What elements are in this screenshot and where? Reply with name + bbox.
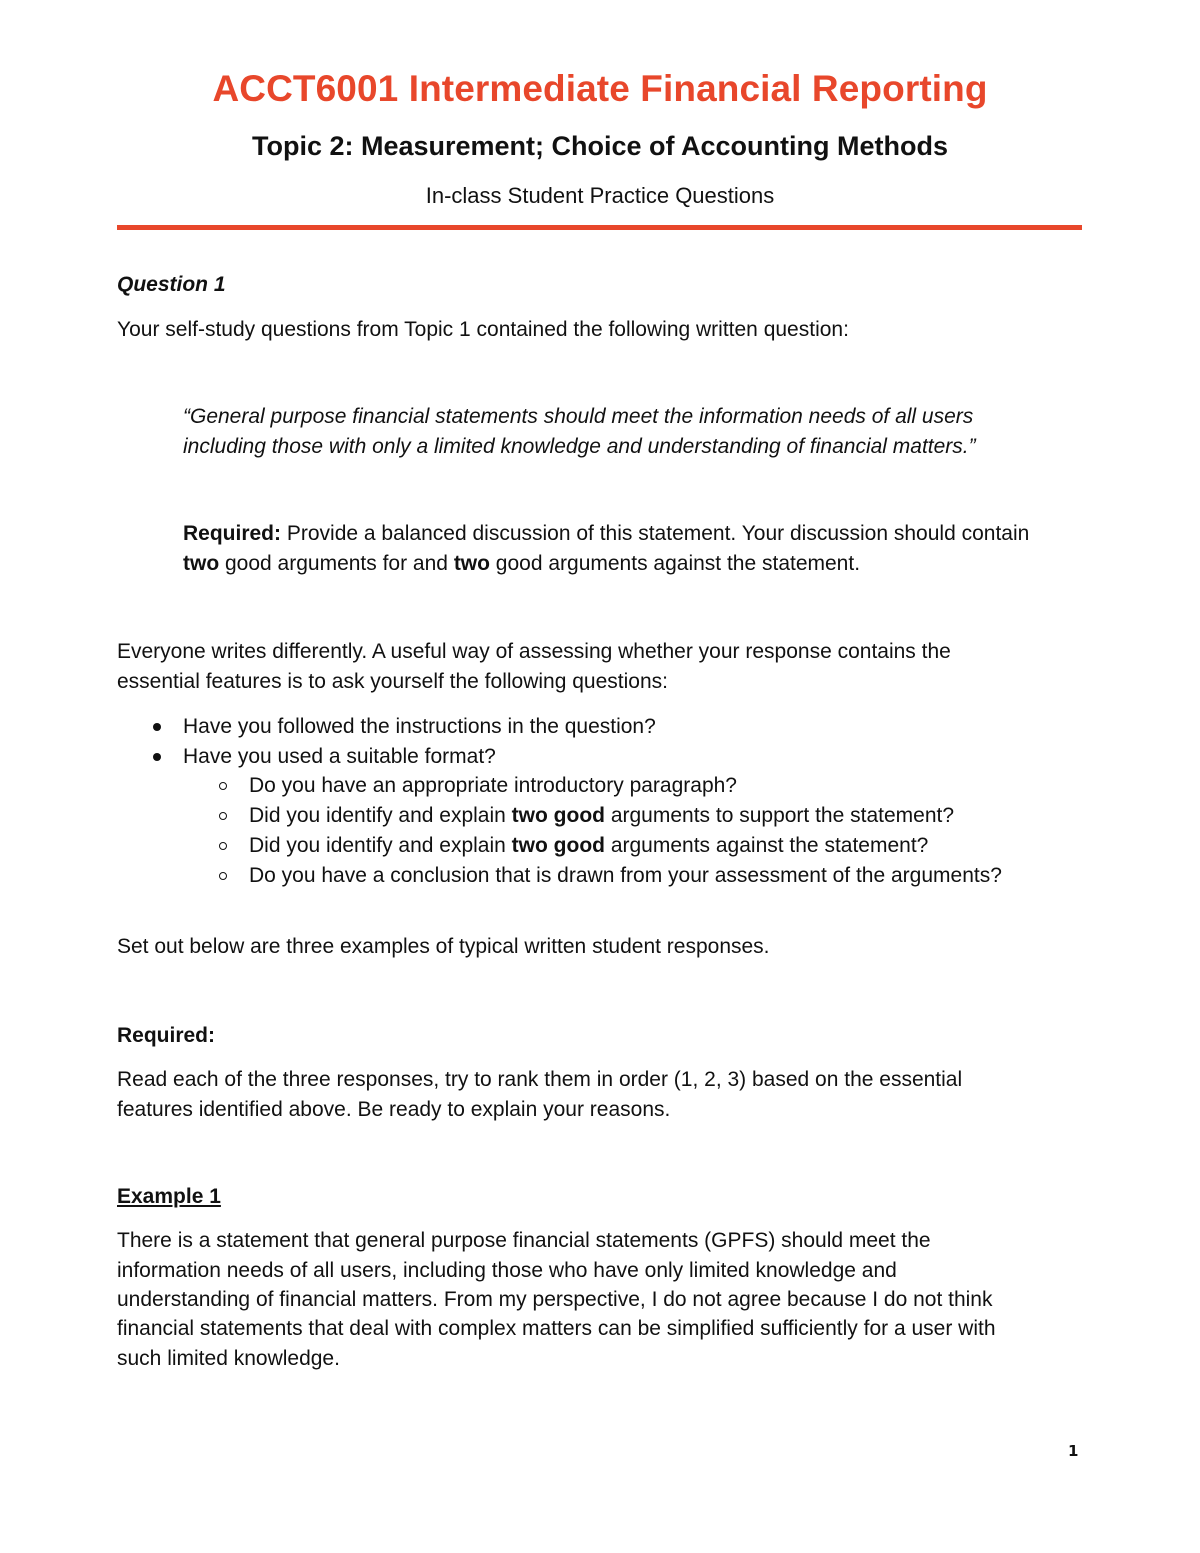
sub-item-1: Do you have an appropriate introductory paragraph? [249,774,737,797]
sub-item-3 [249,831,928,861]
required-line-2 [183,549,860,579]
required-label: Required: [183,522,282,545]
document-subtitle: In-class Student Practice Questions [425,183,775,208]
two-emphasis-1: two [183,552,220,575]
page-number: 1 [1068,1442,1079,1460]
bullet-dot-icon [153,753,161,761]
question-intro: Your self-study questions from Topic 1 contained the following written question: [117,318,849,341]
sub-item-2 [249,801,954,831]
sub-item-2-emphasis: two good [511,804,605,827]
set-out-text: Set out below are three examples of typical written student responses. [117,935,770,958]
sub-bullet-circle-icon [219,812,227,820]
read-line-2: features identified above. Be ready to explain your reasons. [117,1098,671,1121]
assess-line-1: Everyone writes differently. A useful way of assessing whether your response contains the [117,640,951,663]
bullet-item-2: Have you used a suitable format? [183,745,496,768]
sub-item-3-pre: Did you identify and explain [249,834,512,857]
sub-bullet-circle-icon [219,872,227,880]
example-1-heading: Example 1 [117,1185,221,1208]
question-1-heading: Question 1 [117,273,226,296]
required-mid-text: good arguments for and [219,552,454,575]
sub-item-3-emphasis: two good [511,834,605,857]
two-emphasis-2: two [453,552,490,575]
topic-heading: Topic 2: Measurement; Choice of Accounting Methods [251,131,949,161]
example-1-line-2: information needs of all users, including those who have only limited knowledge and [117,1259,897,1282]
required-heading: Required: [117,1024,216,1047]
sub-item-4: Do you have a conclusion that is drawn from your assessment of the arguments? [249,864,1002,887]
required-text: Provide a balanced discussion of this statement. Your discussion should contain [281,522,1030,545]
sub-bullet-circle-icon [219,842,227,850]
document-title: ACCT6001 Intermediate Financial Reporting [212,68,988,109]
required-end-text: good arguments against the statement. [489,552,861,575]
example-1-line-3: understanding of financial matters. From my perspective, I do not agree because I do not think [117,1288,993,1311]
assess-line-2: essential features is to ask yourself the following questions: [117,670,668,693]
read-line-1: Read each of the three responses, try to rank them in order (1, 2, 3) based on the essential [117,1068,963,1091]
bullet-dot-icon [153,723,161,731]
bullet-item-1: Have you followed the instructions in the question? [183,715,656,738]
quote-line-2: including those with only a limited knowledge and understanding of financial matters.” [183,435,976,458]
example-1-line-4: financial statements that deal with complex matters can be simplified sufficiently for a user with [117,1317,996,1340]
sub-item-2-pre: Did you identify and explain [249,804,512,827]
required-line-1 [183,519,1029,549]
example-1-line-1: There is a statement that general purpose financial statements (GPFS) should meet the [117,1229,931,1252]
quote-line-1: “General purpose financial statements should meet the information needs of all users [183,405,974,428]
header-divider [117,225,1082,230]
sub-item-2-post: arguments to support the statement? [604,804,955,827]
sub-bullet-circle-icon [219,782,227,790]
example-1-line-5: such limited knowledge. [117,1347,340,1370]
sub-item-3-post: arguments against the statement? [604,834,929,857]
